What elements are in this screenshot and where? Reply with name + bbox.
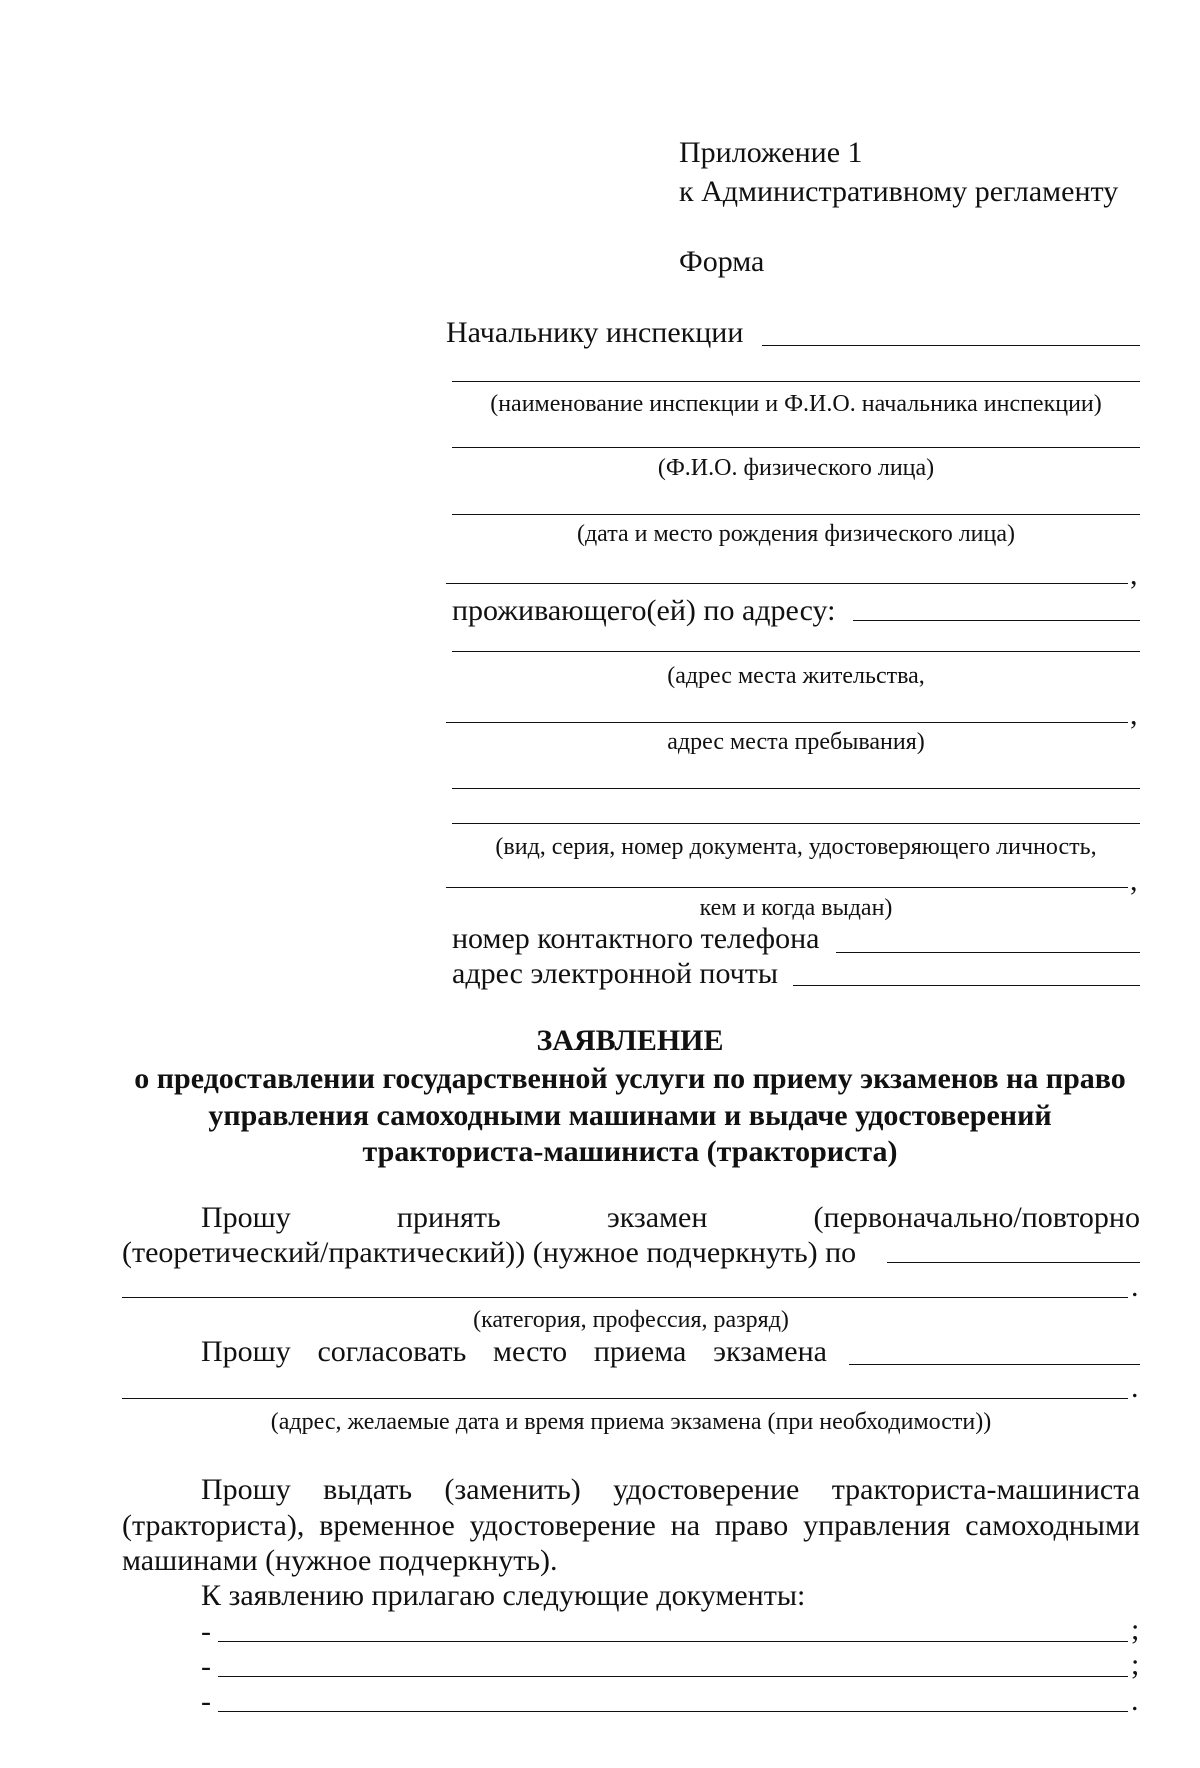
exam-place-request [201, 1337, 827, 1367]
issue-request-line-3: машинами (нужное подчеркнуть). [122, 1544, 558, 1577]
email-label: адрес электронной почты [452, 957, 779, 990]
hint-stay: адрес места пребывания) [667, 729, 925, 755]
list-end: . [1131, 1684, 1139, 1717]
title-line-1: о предоставлении государственной услуги по приему экзаменов на право [134, 1062, 1126, 1095]
hint-address: (адрес, желаемые дата и время приема экзамена (при необходимости)) [270, 1409, 992, 1435]
word: удостоверение [469, 1509, 656, 1542]
exam-place-input-line[interactable] [849, 1364, 1140, 1365]
document-title: ЗАЯВЛЕНИЕ [536, 1024, 724, 1057]
word: право [714, 1509, 789, 1542]
word: выдать [323, 1473, 413, 1506]
appendix-number: Приложение 1 [679, 136, 863, 169]
hint-person: (Ф.И.О. физического лица) [657, 455, 935, 481]
form-label: Форма [679, 245, 765, 278]
title-line-2: управления самоходными машинами и выдаче удостоверений [208, 1099, 1052, 1132]
appendix-reference: к Административному регламенту [679, 175, 1119, 208]
id-document-input-line[interactable] [452, 823, 1140, 824]
phone-label: номер контактного телефона [452, 922, 820, 955]
word: самоходными [965, 1509, 1140, 1542]
attachment-input-line[interactable] [218, 1711, 1128, 1712]
word: экзамена [713, 1335, 827, 1368]
stay-input-line[interactable] [452, 788, 1140, 789]
hint-inspection: (наименование инспекции и Ф.И.О. начальника инспекции) [490, 391, 1102, 417]
exam-address-input-line[interactable] [122, 1398, 1128, 1399]
word: место [493, 1335, 568, 1368]
word: Прошу [201, 1201, 291, 1234]
birth-input-line[interactable] [452, 514, 1140, 515]
attachments-label: К заявлению прилагаю следующие документы: [201, 1579, 806, 1612]
birth-continue-line[interactable] [446, 583, 1128, 584]
hint-birth: (дата и место рождения физического лица) [576, 521, 1016, 547]
word: на [670, 1509, 701, 1542]
period-2: . [1131, 1371, 1139, 1404]
word: (первоначально/повторно [813, 1201, 1140, 1234]
word: Прошу [201, 1473, 291, 1506]
hint-id-document: (вид, серия, номер документа, удостоверяющего личность, [495, 834, 1097, 860]
period-1: . [1131, 1270, 1139, 1303]
hint-issued: кем и когда выдан) [699, 895, 893, 921]
word: (заменить) [444, 1473, 581, 1506]
address-input-line[interactable] [853, 620, 1140, 621]
word: удостоверение [613, 1473, 800, 1506]
comma-1: , [1130, 558, 1138, 591]
word: принять [396, 1201, 501, 1234]
hint-category: (категория, профессия, разряд) [473, 1307, 789, 1333]
attachment-input-line[interactable] [218, 1641, 1128, 1642]
list-end: ; [1131, 1648, 1140, 1681]
issue-request-line-2 [122, 1511, 1140, 1541]
word: (тракториста), [122, 1509, 305, 1542]
residence-continue-line[interactable] [446, 722, 1128, 723]
phone-input-line[interactable] [836, 952, 1140, 953]
exam-subject-input-line[interactable] [887, 1262, 1140, 1263]
exam-request-line-2: (теоретический/практический)) (нужное подчеркнуть) по [122, 1236, 857, 1269]
word: Прошу [201, 1335, 291, 1368]
residing-label: проживающего(ей) по адресу: [452, 594, 836, 627]
comma-2: , [1130, 698, 1138, 731]
email-input-line[interactable] [793, 985, 1140, 986]
issue-request-line-1 [201, 1475, 1140, 1505]
list-dash: - [201, 1615, 211, 1648]
comma-3: , [1130, 864, 1138, 897]
addressee-chief-label: Начальнику инспекции [446, 316, 744, 349]
word: согласовать [317, 1335, 467, 1368]
word: приема [593, 1335, 687, 1368]
id-continue-line[interactable] [446, 887, 1128, 888]
list-end: ; [1131, 1613, 1140, 1646]
person-name-input-line[interactable] [452, 447, 1140, 448]
word: экзамен [606, 1201, 708, 1234]
hint-residence: (адрес места жительства, [667, 663, 925, 689]
inspection-input-line[interactable] [452, 381, 1140, 382]
list-dash: - [201, 1685, 211, 1718]
exam-request-line-1 [201, 1203, 1140, 1233]
word: тракториста-машиниста [831, 1473, 1140, 1506]
title-line-3: тракториста-машиниста (тракториста) [362, 1135, 898, 1168]
residence-input-line[interactable] [452, 651, 1140, 652]
category-input-line[interactable] [122, 1297, 1128, 1298]
word: временное [319, 1509, 455, 1542]
attachment-input-line[interactable] [218, 1676, 1128, 1677]
word: управления [803, 1509, 951, 1542]
list-dash: - [201, 1650, 211, 1683]
chief-input-line[interactable] [762, 345, 1140, 346]
